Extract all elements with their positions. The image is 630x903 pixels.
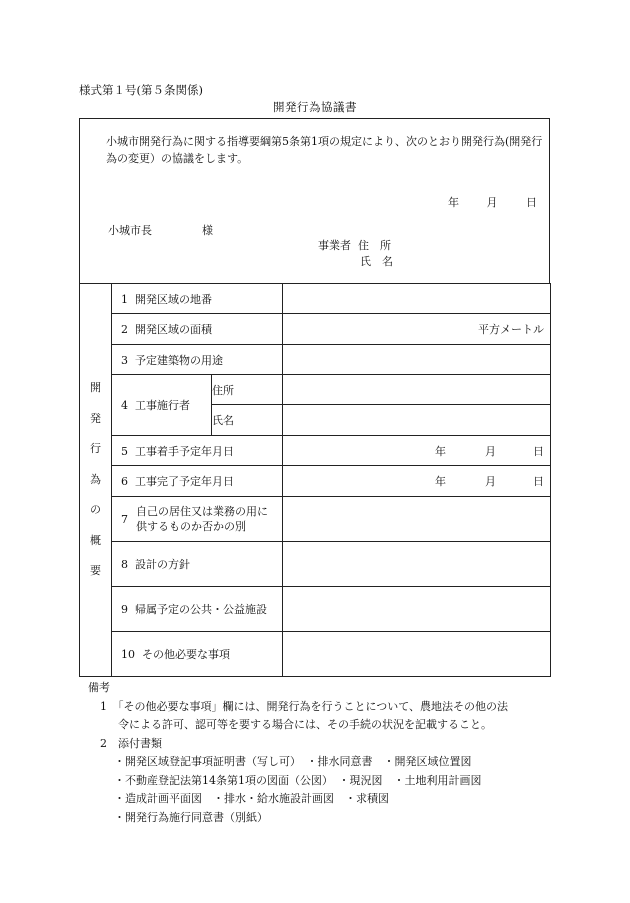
- building-use-field[interactable]: [283, 345, 551, 375]
- summary-side-label: [80, 284, 112, 677]
- row-label-design-policy: [112, 542, 283, 587]
- contractor-address-field[interactable]: [283, 375, 551, 405]
- applicant-name-label: 氏 名: [360, 255, 393, 268]
- row-number: 4: [121, 399, 128, 412]
- residence-use-field[interactable]: [283, 497, 551, 542]
- applicant-address-label: 住 所: [358, 239, 391, 252]
- date-year-label: 年: [448, 196, 459, 209]
- row-label-lot-number: [112, 284, 283, 314]
- contractor-name-field[interactable]: [283, 405, 551, 436]
- public-facilities-field[interactable]: [283, 587, 551, 632]
- attachment-line: ・造成計画平面図 ・排水・給水施設計画図 ・求積図: [114, 792, 389, 805]
- row-label-text: 開発区域の地番: [135, 292, 212, 306]
- row-label-contractor: [112, 375, 212, 436]
- side-char: 為: [90, 472, 101, 486]
- applicant-address-line: [318, 237, 391, 253]
- row-label-text: 開発区域の面積: [135, 323, 212, 336]
- day-label: 日: [533, 475, 544, 488]
- start-date-field[interactable]: [283, 436, 551, 466]
- addressee-honorific: 様: [202, 224, 213, 237]
- note-item-2-heading: 2 添付書類: [100, 736, 162, 750]
- row-label-end-date: [112, 466, 283, 497]
- side-char: 発: [90, 411, 101, 425]
- row-label-text: 工事施行者: [135, 399, 190, 412]
- attachment-line: ・開発行為施行同意書（別紙）: [114, 810, 268, 824]
- row-label-text: 工事完了予定年月日: [135, 475, 234, 488]
- row-label-residence-use: [112, 497, 283, 542]
- other-matters-field[interactable]: [283, 632, 551, 677]
- month-label: 月: [485, 444, 496, 458]
- side-char: 概: [90, 533, 101, 547]
- row-number: 7: [121, 512, 128, 526]
- row-label-text: その他必要な事項: [142, 648, 230, 661]
- row-label-other-matters: [112, 632, 283, 677]
- row-label-text: 工事着手予定年月日: [135, 444, 234, 458]
- development-summary-table: [79, 283, 551, 677]
- date-month-label: 月: [486, 196, 498, 209]
- row-label-text: 予定建築物の用途: [135, 353, 223, 367]
- application-header-box: [79, 118, 550, 284]
- side-char: 行: [90, 442, 101, 456]
- row-number: 5: [121, 444, 128, 458]
- row-number: 10: [121, 648, 135, 661]
- row-label-area: [112, 314, 283, 345]
- side-char: 要: [90, 564, 101, 578]
- row-label-text: 設計の方針: [135, 558, 190, 571]
- row-label-public-facilities: [112, 587, 283, 632]
- attachment-line: ・開発区域登記事項証明書（写し可） ・排水同意書 ・開発区域位置図: [114, 755, 472, 768]
- side-char: 開: [90, 381, 101, 395]
- row-number: 2: [121, 323, 128, 336]
- applicant-role-label: 事業者: [318, 239, 351, 252]
- lot-number-field[interactable]: [283, 284, 551, 314]
- intro-text: 小城市開発行為に関する指導要綱第5条第1項の規定により、次のとおり開発行為(開発行為の変更）の協議をします。: [106, 135, 543, 165]
- row-number: 1: [121, 292, 128, 306]
- contractor-name-label: 氏名: [212, 405, 283, 436]
- date-day-label: 日: [526, 196, 537, 209]
- row-label-building-use: [112, 345, 283, 375]
- note-item-1-line-2: 令による許可、認可等を要する場合には、その手続の状況を記載すること。: [118, 718, 492, 731]
- row-number: 9: [121, 603, 128, 616]
- design-policy-field[interactable]: [283, 542, 551, 587]
- row-number: 3: [121, 353, 128, 367]
- year-label: 年: [435, 444, 446, 458]
- area-unit-label: 平方メートル: [478, 323, 544, 336]
- contractor-address-label: 住所: [212, 375, 283, 405]
- row-label-start-date: [112, 436, 283, 466]
- side-char: の: [90, 503, 101, 517]
- attachment-line: ・不動産登記法第14条第1項の図面（公図） ・現況図 ・土地利用計画図: [114, 773, 482, 787]
- notes-heading: 備考: [88, 681, 110, 694]
- year-label: 年: [435, 475, 446, 488]
- row-number: 6: [121, 475, 128, 488]
- month-label: 月: [485, 475, 496, 488]
- row-label-text: 自己の居住又は業務の用に: [136, 505, 268, 518]
- date-line: [448, 194, 537, 210]
- document-title: 開発行為協議書: [273, 100, 357, 114]
- end-date-field[interactable]: [283, 466, 551, 497]
- area-field[interactable]: [283, 314, 551, 345]
- addressee-mayor: 小城市長: [108, 224, 152, 237]
- day-label: 日: [533, 444, 544, 458]
- row-label-text: 供するものか否かの別: [136, 520, 246, 533]
- form-number-label: 様式第１号(第５条関係): [79, 83, 203, 97]
- row-number: 8: [121, 558, 128, 571]
- note-item-1-line-1: 1 「その他必要な事項」欄には、開発行為を行うことについて、農地法その他の法: [100, 699, 509, 713]
- notes-section: [88, 679, 552, 827]
- row-label-text: 帰属予定の公共・公益施設: [135, 603, 267, 616]
